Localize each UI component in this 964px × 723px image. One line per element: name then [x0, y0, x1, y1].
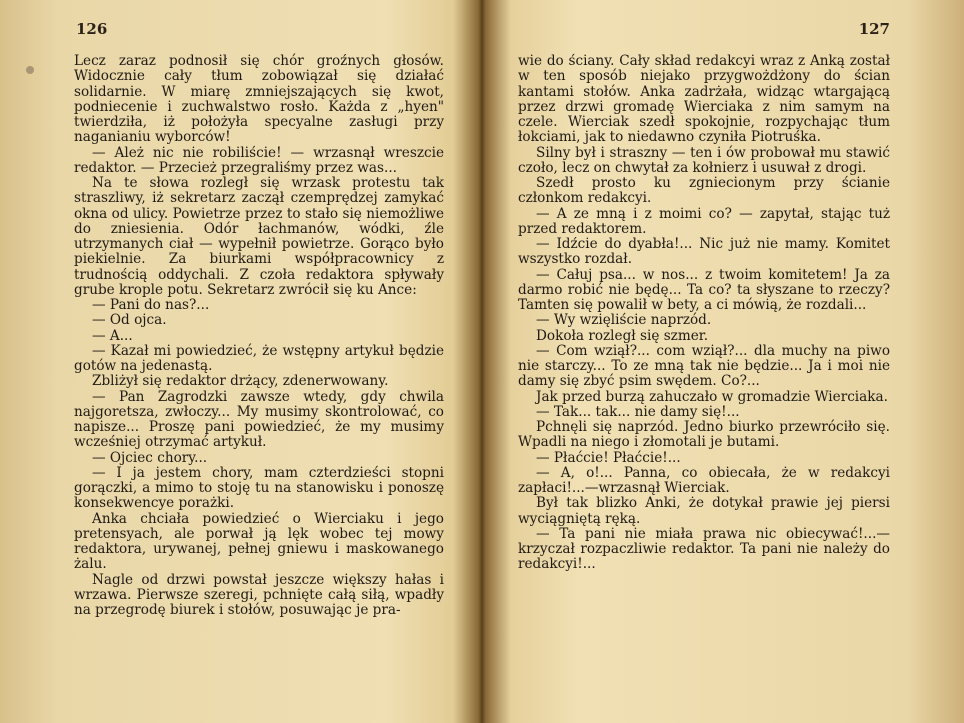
page-number: 127	[858, 20, 890, 38]
right-page	[484, 0, 964, 723]
paragraph: — Pan Zagrodzki zawsze wtedy, gdy chwila najgoretsza, zwłoczy... My musimy skontrolować, co napisze... Proszę pani powiedzieć, że my musimy wcześniej otrzymać artykuł.	[74, 388, 444, 451]
paragraph: — I ja jestem chory, mam czterdzieści stopni gorączki, a mimo to stoję tu na stanowisku i ponoszę konsekwencye porażki.	[74, 464, 444, 512]
paragraph: — Całuj psa... w nos... z twoim komitetem! Ja za darmo robić nie będę... Ta co? ta słyszane to rzeczy? Tamten się powalił w bety, a ci mówią, że rozdali...	[518, 266, 890, 313]
paragraph: — Wy wzięliście naprzód.	[536, 312, 712, 329]
paragraph: Jak przed burzą zahuczało w gromadzie Wierciaka.	[536, 388, 888, 405]
paragraph: Szedł prosto ku zgniecionym przy ścianie członkom redakcyi.	[518, 175, 890, 207]
page-number: 126	[76, 20, 108, 38]
paragraph: — Ta pani nie miała prawa nic obiecywać!...— krzyczał rozpaczliwie redaktor. Ta pani nie należy do redakcyi!...	[518, 525, 890, 573]
paragraph: — Od ojca.	[92, 312, 167, 329]
paragraph: — Pani do nas?...	[92, 297, 210, 313]
paragraph: Nagle od drzwi powstał jeszcze większy hałas i wrzawa. Pierwsze szeregi, pchnięte całą siłą, wpadły na przegrodę biurek i stołów, posuwając je pra-	[74, 571, 444, 618]
paragraph: Lecz zaraz podnosił się chór groźnych głosów. Widocznie cały tłum zobowiązał się działać solidarnie. W miarę zmniejszających się kwot, podniecenie i zuchwalstwo rosło. Każda z „hyen" twierdziła, iż położyła specyalne zasługi przy naganianiu wyborców!	[74, 53, 444, 146]
paragraph: — Tak... tak... nie damy się!...	[536, 403, 740, 420]
ink-spot	[26, 66, 34, 74]
paragraph: — A...	[92, 327, 133, 344]
paragraph: — Ależ nic nie robiliście! — wrzasnął wreszcie redaktor. — Przecież przegraliśmy przez was...	[74, 144, 444, 176]
left-page	[0, 0, 480, 723]
paragraph: — Ojciec chory...	[92, 449, 208, 466]
paragraph: Na te słowa rozległ się wrzask protestu tak straszliwy, iż sekretarz zaczął czemprędzej zamykać okna od ulicy. Powietrze przez to stało się niemożliwe do zniesienia. Odór łachmanów, wódki, źle utrzymanych ciał — wypełnił powietrze. Gorąco było piekielnie. Za biurkami współpracownicy z trudnością oddychali. Z czoła redaktora spływały grube krople potu. Sekretarz zwrócił się ku Ance:	[74, 175, 444, 298]
paragraph: — Com wziął?... com wziął?... dla muchy na piwo nie starczy... To ze mną tak nie będzie... Ja i moi nie damy się zbyć psim swędem. Co?...	[518, 342, 890, 390]
paragraph: Dokoła rozległ się szmer.	[536, 327, 709, 344]
paragraph: — Idźcie do dyabła!... Nic już nie mamy. Komitet wszystko rozdał.	[518, 236, 890, 268]
paragraph: wie do ściany. Cały skład redakcyi wraz z Anką został w ten sposób niejako przygwożdżony do ścian kantami stołów. Anka zadrżała, widząc wtargającą przez drzwi gromadę Wierciaka z nim samym na czele. Wierciak szedł spokojnie, rozpychając tłum łokciami, jak to niedawno czyniła Piotruśka.	[518, 53, 890, 146]
paragraph: — A ze mną i z moimi co? — zapytał, stając tuż przed redaktorem.	[518, 205, 890, 237]
paragraph: Pchnęli się naprzód. Jedno biurko przewróciło się. Wpadli na niego i złomotali je butami.	[518, 419, 890, 451]
paragraph: — Płaćcie! Płaćcie!...	[536, 449, 681, 466]
paragraph: Silny był i straszny — ten i ów probował mu stawić czoło, lecz on chwytał za kołnierz i usuwał z drogi.	[518, 144, 890, 176]
paragraph: Zbliżył się redaktor drżący, zdenerwowany.	[92, 373, 389, 390]
paragraph: — A, o!... Panna, co obiecała, że w redakcyi zapłaci!...—wrzasnął Wierciak.	[518, 464, 890, 496]
page-text	[74, 54, 444, 618]
paragraph: — Kazał mi powiedzieć, że wstępny artykuł będzie gotów na jedenastą.	[74, 342, 444, 374]
paragraph: Anka chciała powiedzieć o Wierciaku i jego pretensyach, ale porwał ją lęk wobec tej mowy redaktora, urywanej, pełnej gniewu i maskowanego żalu.	[74, 510, 444, 573]
page-text	[518, 54, 890, 573]
paragraph: Był tak blizko Anki, że dotykał prawie jej piersi wyciągniętą ręką.	[518, 495, 890, 527]
